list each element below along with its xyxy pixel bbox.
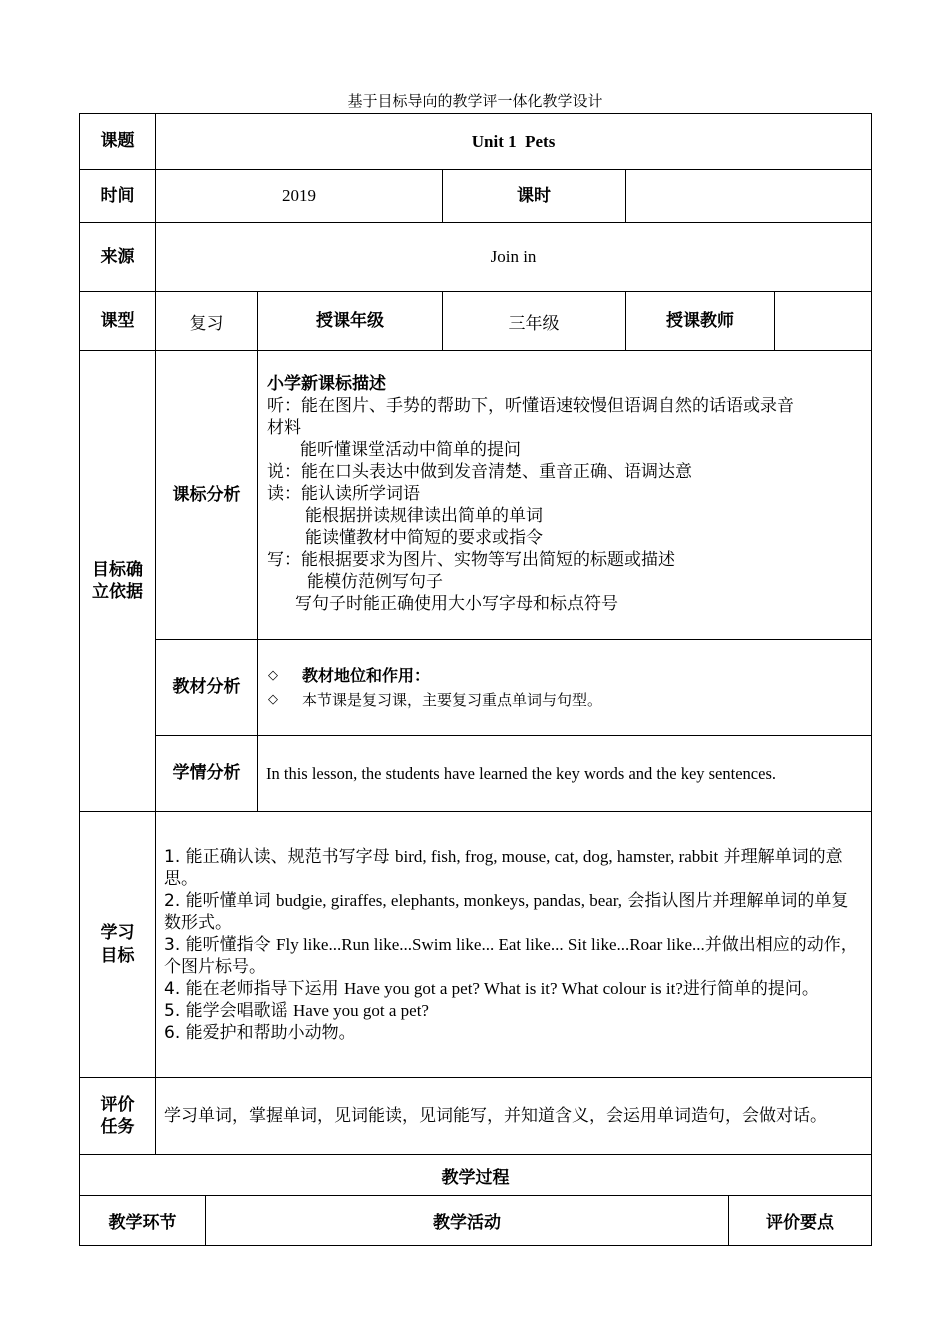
time-label: 时间	[80, 170, 156, 223]
standard-line: 说：能在口头表达中做到发音清楚、重音正确、语调达意	[267, 462, 692, 482]
diamond-bullet-icon: ◇	[268, 691, 278, 707]
basis-label-line2: 立依据	[92, 582, 143, 602]
diamond-bullet-icon: ◇	[268, 667, 278, 683]
evaluation-label-line2: 任务	[100, 1117, 135, 1137]
standard-line: 能模仿范例写句子	[307, 572, 443, 592]
standard-line: 听：能在图片、手势的帮助下，听懂语速较慢但语调自然的话语或录音	[267, 396, 794, 416]
materials-item: ◇ 教材地位和作用：	[268, 664, 863, 688]
materials-row	[80, 640, 872, 736]
process-col-activity: 教学活动	[206, 1196, 729, 1246]
objective-item: 2. 能听懂单词 budgie, giraffes, elephants, monkeys, pandas, bear, 会指认图片并理解单词的单复数形式。	[164, 890, 849, 933]
standard-line: 能读懂教材中简短的要求或指令	[305, 528, 543, 548]
process-title-row	[80, 1155, 872, 1196]
process-title: 教学过程	[80, 1155, 872, 1196]
type-value: 复习	[156, 292, 258, 351]
type-label: 课型	[80, 292, 156, 351]
materials-item: ◇ 本节课是复习课，主要复习重点单词与句型。	[268, 688, 863, 712]
time-row	[80, 170, 872, 223]
basis-label	[80, 351, 156, 812]
evaluation-label	[80, 1078, 156, 1155]
source-label: 来源	[80, 223, 156, 292]
teacher-label: 授课教师	[626, 292, 775, 351]
evaluation-content: 学习单词，掌握单词，见词能读，见词能写，并知道含义，会运用单词造句，会做对话。	[156, 1078, 872, 1155]
standard-heading: 小学新课标描述	[267, 374, 386, 394]
teacher-value	[775, 292, 872, 351]
standard-content	[258, 351, 872, 640]
objectives-row	[80, 812, 872, 1078]
topic-row	[80, 114, 872, 170]
basis-label-line1: 目标确	[92, 559, 143, 580]
topic-value: Unit 1 Pets	[156, 114, 872, 170]
standard-line: 写：能根据要求为图片、实物等写出简短的标题或描述	[267, 550, 675, 570]
period-label: 课时	[443, 170, 626, 223]
process-col-points: 评价要点	[729, 1196, 872, 1246]
objective-item: 6. 能爱护和帮助小动物。	[164, 1022, 356, 1043]
evaluation-label-line1: 评价	[100, 1094, 135, 1115]
objectives-label	[80, 812, 156, 1078]
objectives-label-line2: 目标	[100, 945, 135, 966]
process-col-stage: 教学环节	[80, 1196, 206, 1246]
materials-content	[258, 640, 872, 736]
standard-line: 写句子时能正确使用大小写字母和标点符号	[295, 594, 618, 614]
materials-label: 教材分析	[156, 640, 258, 736]
period-value	[626, 170, 872, 223]
standard-line: 能听懂课堂活动中简单的提问	[300, 440, 521, 460]
source-row	[80, 223, 872, 292]
standard-row	[80, 351, 872, 640]
objectives-label-line1: 学习	[100, 923, 135, 944]
grade-value: 三年级	[443, 292, 626, 351]
objective-item: 5. 能学会唱歌谣 Have you got a pet?	[164, 1000, 429, 1021]
topic-label: 课题	[80, 114, 156, 170]
objective-item: 1. 能正确认读、规范书写字母 bird, fish, frog, mouse, cat, dog, hamster, rabbit 并理解单词的意思。	[164, 846, 843, 889]
process-header-row	[80, 1196, 872, 1246]
grade-label: 授课年级	[258, 292, 443, 351]
time-value: 2019	[156, 170, 443, 223]
standard-line: 能根据拼读规律读出简单的单词	[305, 506, 543, 526]
objective-item: 3. 能听懂指令 Fly like...Run like...Swim like... Eat like... Sit like...Roar like...并做出相应的动作，个图片标号。	[164, 934, 858, 977]
type-row	[80, 292, 872, 351]
standard-label: 课标分析	[156, 351, 258, 640]
objectives-content	[156, 812, 872, 1078]
standard-line: 材料	[267, 418, 301, 438]
students-content: In this lesson, the students have learned the key words and the key sentences.	[258, 736, 872, 812]
objective-item: 4. 能在老师指导下运用 Have you got a pet? What is it? What colour is it?进行简单的提问。	[164, 978, 819, 999]
source-value: Join in	[156, 223, 872, 292]
students-row	[80, 736, 872, 812]
students-label: 学情分析	[156, 736, 258, 812]
document-title: 基于目标导向的教学评一体化教学设计	[347, 92, 603, 110]
standard-line: 读：能认读所学词语	[267, 484, 420, 504]
evaluation-row	[80, 1078, 872, 1155]
lesson-plan-table	[79, 113, 872, 1246]
